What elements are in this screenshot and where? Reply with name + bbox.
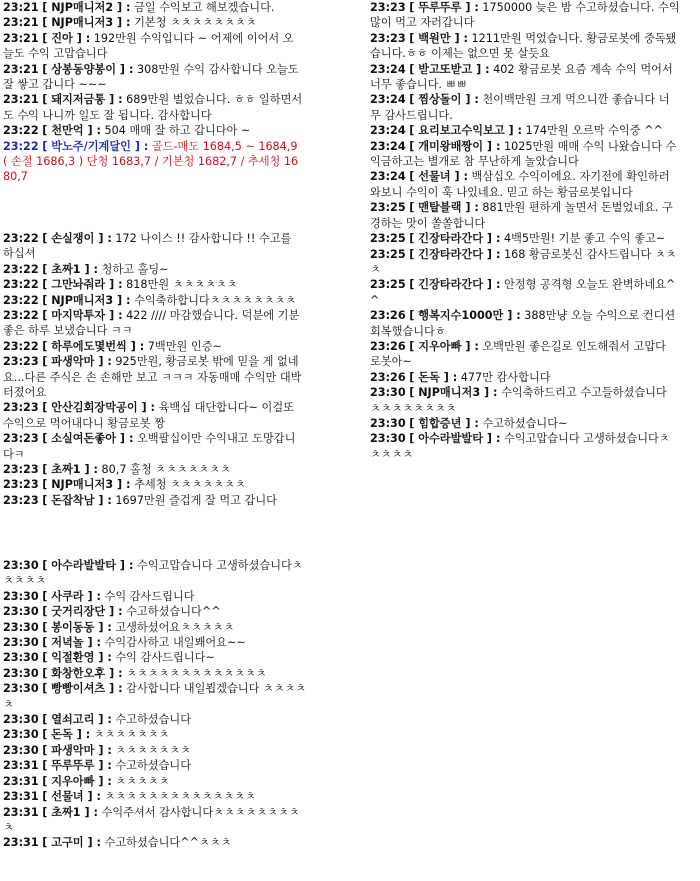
chat-message (370, 247, 680, 278)
message-time: 23:25 (370, 278, 406, 292)
chat-message (370, 200, 680, 231)
message-text: 7백만원 인증~ (144, 339, 222, 353)
message-time: 23:30 (3, 743, 39, 757)
message-time: 23:21 (3, 1, 39, 14)
message-author: [ 긴장타라간다 ] : (409, 232, 501, 246)
message-text: 추세청 ㅊㅊㅊㅊㅊㅊㅊ (130, 478, 246, 492)
message-author: [ 지우아빠 ] : (409, 339, 479, 353)
message-text: 402 황금로봇 요즘 계속 수익 먹어서 너무 좋습니다. ㅃㅃ (370, 62, 673, 92)
message-text: 수익 감사드립니다 (101, 589, 195, 603)
chat-message (3, 431, 303, 462)
chat-message (3, 400, 303, 431)
message-time: 23:23 (3, 401, 39, 415)
message-text: ㅊㅊㅊㅊㅊ (111, 774, 170, 788)
chat-message (3, 123, 303, 138)
chat-message (3, 308, 303, 339)
chat-message (370, 0, 680, 31)
message-text: 수익감사하고 내일봬어요~~ (101, 636, 246, 650)
message-author: [ 열쇠고리 ] : (42, 713, 112, 727)
message-time: 23:30 (3, 589, 39, 603)
message-text: ㅊㅊㅊㅊㅊㅊㅊ (111, 743, 192, 757)
chat-message (3, 477, 303, 492)
message-text: 4백5만원! 기분 좋고 수익 좋고~ (500, 232, 666, 246)
message-text: 477만 캄사합니다 (457, 370, 551, 384)
chat-message (3, 277, 303, 292)
message-author: [ 소실여돈좋아 ] : (42, 432, 134, 446)
message-time: 23:31 (3, 790, 39, 804)
message-text: 골드-매도 1684,5 ~ 1684,9 ( 손절 1686,3 ) 단청 1683,7 / 기본청 1682,7 / 추세청 1680,7 (3, 139, 299, 184)
message-time: 23:30 (3, 728, 39, 742)
message-author: [ 파생악마 ] : (42, 355, 112, 369)
message-text: 수고하셨습니다 (111, 713, 192, 727)
message-author: [ 봉이동동 ] : (42, 620, 112, 634)
message-author: [ 찜상돌이 ] : (409, 93, 479, 107)
message-time: 23:23 (370, 31, 406, 45)
message-text: 수고하셨습니다~ (478, 416, 568, 430)
chat-message (3, 774, 309, 789)
message-text: 수고하셨습니다^^ (122, 605, 221, 619)
message-text: 1697만원 즐겁게 잘 먹고 갑니다 (111, 493, 277, 507)
message-author: [ 뚜루뚜루 ] : (409, 1, 479, 14)
chat-message (370, 31, 680, 62)
message-text: 881만원 편하게 놀면서 돈벌었네요. 구경하는 맛이 쏠쏠합니다 (370, 201, 673, 230)
chat-message (3, 758, 309, 773)
message-text: 168 황금로봇신 감사드립니다 ㅊㅊㅊ (370, 247, 677, 276)
chat-panel-right (370, 0, 680, 462)
message-author: [ 고구미 ] : (42, 836, 101, 850)
message-author: [ 안산김회장막공이 ] : (42, 401, 156, 415)
message-text: 504 매매 잘 하고 갑니다아 ~ (101, 124, 251, 138)
message-time: 23:30 (3, 559, 39, 572)
message-author: [ 초짜1 ] : (42, 262, 98, 276)
message-text: 192만원 수익입니다 ~ 어제에 이어서 오늘도 수익 고맙습니다 (3, 31, 294, 61)
message-author: [ 상봉동양봉이 ] : (42, 62, 134, 76)
message-author: [ 사쿠라 ] : (42, 589, 101, 603)
chat-message (3, 650, 309, 665)
message-author: [ 아수라발발타 ] : (42, 559, 134, 572)
message-author: [ 돼지저금통 ] : (42, 93, 123, 107)
message-text: 수익축하드리고 수고들하셨습니다 ㅊㅊㅊㅊㅊㅊㅊㅊ (370, 386, 667, 415)
chat-message (3, 835, 309, 850)
message-time: 23:23 (3, 432, 39, 446)
chat-panel-left-top (3, 0, 303, 508)
message-text: ㅊㅊㅊㅊㅊㅊㅊㅊㅊㅊㅊㅊㅊㅊ (101, 790, 256, 804)
message-author: [ 마지막투자 ] : (42, 308, 123, 322)
message-time: 23:31 (3, 759, 39, 773)
message-time: 23:30 (370, 386, 406, 400)
message-time: 23:22 (3, 278, 39, 292)
message-author: [ 박노주/기계달인 ] : (42, 139, 149, 153)
message-text: 백삼십오 수익이에요. 자기전에 확인하러 와보니 수익이 훅 나있네요. 믿고 하는 황금로봇입니다 (370, 170, 670, 199)
message-author: [ 돈잡착남 ] : (42, 493, 112, 507)
message-text: 수고하셨습니다^^ㅊㅊㅊ (101, 836, 232, 850)
message-author: [ 아수라발발타 ] : (409, 432, 501, 446)
message-author: [ 진아 ] : (42, 31, 91, 45)
message-text: 수익고맙습니다 고생하셨습니다ㅊㅊㅊㅊㅊ (370, 432, 670, 461)
message-author: [ 긴장타라간다 ] : (409, 247, 501, 261)
message-time: 23:22 (3, 231, 39, 245)
message-time: 23:30 (3, 651, 39, 665)
message-time: 23:23 (3, 493, 39, 507)
message-time: 23:22 (3, 308, 39, 322)
chat-message (3, 589, 309, 604)
message-author: [ 받고또받고 ] : (409, 62, 490, 76)
message-text: 1211만원 먹었습니다. 황금로봇에 중독됐습니다.ㅎㅎ 이제는 없으면 못 살듯요 (370, 31, 677, 61)
message-text: 689만원 벌었습니다. ㅎㅎ 일하면서도 수익 나니까 일도 잘 됩니다. 감사합니다 (3, 93, 303, 122)
chat-message (3, 462, 303, 477)
chat-message (3, 558, 309, 589)
chat-message (3, 15, 303, 30)
message-author: [ 돈독 ] : (42, 728, 91, 742)
message-author: [ 지우아빠 ] : (42, 774, 112, 788)
message-text: 수익주셔서 감사합니다ㅊㅊㅊㅊㅊㅊㅊㅊㅊ (3, 805, 300, 834)
message-author: [ 화창한오후 ] : (42, 666, 123, 680)
message-author: [ 선물녀 ] : (409, 170, 468, 184)
chat-message (3, 31, 303, 62)
chat-message (3, 231, 303, 262)
message-author: [ 개미왕배짱이 ] : (409, 139, 501, 153)
chat-panel-left-bottom (3, 558, 309, 851)
message-text: 수익축하합니다ㅊㅊㅊㅊㅊㅊㅊㅊ (130, 293, 297, 307)
chat-message (370, 370, 680, 385)
message-author: [ 긴장타라간다 ] : (409, 278, 501, 292)
chat-message (370, 277, 680, 308)
chat-message (3, 620, 309, 635)
chat-message (3, 681, 309, 712)
message-text: 천이백만원 크게 먹으니깐 좋습니다 너무 감사드립니다. (370, 93, 670, 122)
chat-message (3, 493, 303, 508)
message-time: 23:26 (370, 309, 406, 323)
message-author: [ NJP매니저3 ] : (409, 386, 498, 400)
message-author: [ 힘합증년 ] : (409, 416, 479, 430)
chat-message (3, 805, 309, 836)
message-author: [ 굿거리장단 ] : (42, 605, 123, 619)
message-time: 23:31 (3, 836, 39, 850)
message-time: 23:21 (3, 62, 39, 76)
message-time: 23:24 (370, 62, 406, 76)
message-text: ㅊㅊㅊㅊㅊㅊㅊㅊㅊㅊㅊㅊㅊ (122, 666, 267, 680)
chat-message (370, 62, 680, 93)
chat-message (3, 743, 309, 758)
message-text: 수고하셨습니다 (111, 759, 192, 773)
message-author: [ 익절환영 ] : (42, 651, 112, 665)
message-time: 23:30 (3, 666, 39, 680)
message-author: [ 저녁놀 ] : (42, 636, 101, 650)
message-text: 수익 감사드립니다~ (111, 651, 215, 665)
message-text: 감사합니다 내일뵙겠습니다 ㅊㅊㅊㅊㅊ (3, 682, 307, 711)
message-text: 오백팔십이만 수익내고 도망갑니다ㅋ (3, 432, 296, 461)
message-time: 23:24 (370, 139, 406, 153)
message-time: 23:24 (370, 93, 406, 107)
chat-message (370, 231, 680, 246)
message-text: 수익고맙습니다 고생하셨습니다ㅊㅊㅊㅊㅊ (3, 559, 303, 588)
message-time: 23:22 (3, 339, 39, 353)
message-time: 23:23 (3, 355, 39, 369)
chat-message (370, 339, 680, 370)
message-text: 80,7 홀청 ㅊㅊㅊㅊㅊㅊㅊ (97, 462, 231, 476)
message-text: 오백만원 좋은길로 인도해줘서 고맙다 로봇아~ (370, 339, 666, 369)
chat-message (3, 354, 303, 400)
message-author: [ 요리보고수익보고 ] : (409, 124, 523, 138)
chat-message (370, 92, 680, 123)
chat-message (3, 712, 309, 727)
chat-message (3, 139, 303, 185)
message-author: [ 초짜1 ] : (42, 462, 98, 476)
chat-message (3, 262, 303, 277)
message-time: 23:21 (3, 16, 39, 30)
message-time: 23:21 (3, 31, 39, 45)
chat-message (3, 789, 309, 804)
message-text: 172 나이스 !! 감사합니다 !! 수고를 하십셔 (3, 231, 292, 261)
message-time: 23:23 (3, 462, 39, 476)
message-time: 23:23 (3, 478, 39, 492)
message-text: 818만원 ㅊㅊㅊㅊㅊㅊ (122, 278, 238, 292)
message-author: [ 돈독 ] : (409, 370, 458, 384)
chat-message (3, 339, 303, 354)
message-text: 174만원 오르막 수익중 ^^ (522, 124, 663, 138)
message-text: 925만원, 황금로봇 밖에 믿을 게 없네요...다른 주식은 손 손해만 보고 ㅋㅋㅋ 자동매매 수익만 대박터졌어요 (3, 355, 302, 399)
message-text: 기본청 ㅊㅊㅊㅊㅊㅊㅊㅊ (130, 16, 257, 30)
message-author: [ 뚜루뚜루 ] : (42, 759, 112, 773)
message-author: [ NJP매니저3 ] : (42, 478, 131, 492)
message-time: 23:30 (370, 416, 406, 430)
message-time: 23:25 (370, 201, 406, 215)
chat-message (3, 62, 303, 93)
message-time: 23:25 (370, 232, 406, 246)
message-author: [ 그만놔줘라 ] : (42, 278, 123, 292)
message-time: 23:30 (3, 682, 39, 696)
chat-message (3, 604, 309, 619)
message-time: 23:26 (370, 370, 406, 384)
message-time: 23:31 (3, 805, 39, 819)
message-time: 23:30 (3, 713, 39, 727)
message-author: [ NJP매니저2 ] : (42, 1, 131, 14)
message-time: 23:22 (3, 262, 39, 276)
message-time: 23:30 (3, 636, 39, 650)
message-time: 23:22 (3, 139, 39, 153)
chat-message (370, 123, 680, 138)
message-author: [ 파생악마 ] : (42, 743, 112, 757)
chat-message (3, 0, 303, 15)
message-time: 23:23 (370, 1, 406, 14)
message-text: ㅊㅊㅊㅊㅊㅊㅊ (90, 728, 170, 742)
message-author: [ NJP매니저3 ] : (42, 16, 131, 30)
message-text: 1025만원 매매 수익 나왔습니다 수익금하고는 별개로 참 무난하게 놀았습니다 (370, 139, 677, 169)
message-text: 육백십 대단합니다~ 이걸또 수익으로 먹어내다니 황금로봇 짱 (3, 401, 294, 430)
chat-message (3, 635, 309, 650)
message-author: [ NJP매니저3 ] : (42, 293, 131, 307)
message-time: 23:26 (370, 339, 406, 353)
message-author: [ 손실쟁이 ] : (42, 231, 112, 245)
chat-message (370, 416, 680, 431)
message-time: 23:30 (370, 432, 406, 446)
chat-message (3, 293, 303, 308)
chat-message (3, 727, 309, 742)
message-author: [ 선물녀 ] : (42, 790, 101, 804)
message-author: [ 천만억 ] : (42, 124, 101, 138)
chat-message (370, 385, 680, 416)
chat-message (3, 92, 303, 123)
message-text: 고생하셨어요ㅊㅊㅊㅊㅊ (111, 620, 235, 634)
message-text: 1750000 늦은 밤 수고하셨습니다. 수익 많이 먹고 자러갑니다 (370, 1, 680, 30)
message-time: 23:25 (370, 247, 406, 261)
message-text: 안정형 공격형 오늘도 완벽하네요^^ (370, 278, 676, 307)
message-text: 388만냥 오늘 수익으로 컨디션 회복했습니다ㅎ (370, 309, 676, 338)
message-time: 23:22 (3, 293, 39, 307)
message-text: 금일 수익보고 해보겠습니다. (130, 1, 275, 14)
message-time: 23:24 (370, 170, 406, 184)
message-time: 23:31 (3, 774, 39, 788)
message-text: 청하고 홀딩~ (97, 262, 169, 276)
message-text: 422 //// 마감했습니다. 덕분에 기분 좋은 하루 보냈습니다 ㅋㅋ (3, 308, 300, 338)
message-author: [ 백원만 ] : (409, 31, 468, 45)
message-author: [ 맨탈블랙 ] : (409, 201, 479, 215)
message-author: [ 초짜1 ] : (42, 805, 98, 819)
message-time: 23:30 (3, 620, 39, 634)
message-time: 23:24 (370, 124, 406, 138)
message-author: [ 빵빵이셔츠 ] : (42, 682, 123, 696)
chat-message (370, 431, 680, 462)
chat-message (3, 666, 309, 681)
panel-gap (3, 185, 303, 231)
chat-message (370, 169, 680, 200)
message-time: 23:22 (3, 124, 39, 138)
chat-message (370, 308, 680, 339)
message-time: 23:30 (3, 605, 39, 619)
message-author: [ 하루에도몇번씩 ] : (42, 339, 145, 353)
chat-message (370, 139, 680, 170)
message-time: 23:21 (3, 93, 39, 107)
message-author: [ 행복지수1000만 ] : (409, 309, 521, 323)
message-text: 308만원 수익 감사합니다 오늘도 잘 쌓고 갑니다 ~~~ (3, 62, 299, 92)
